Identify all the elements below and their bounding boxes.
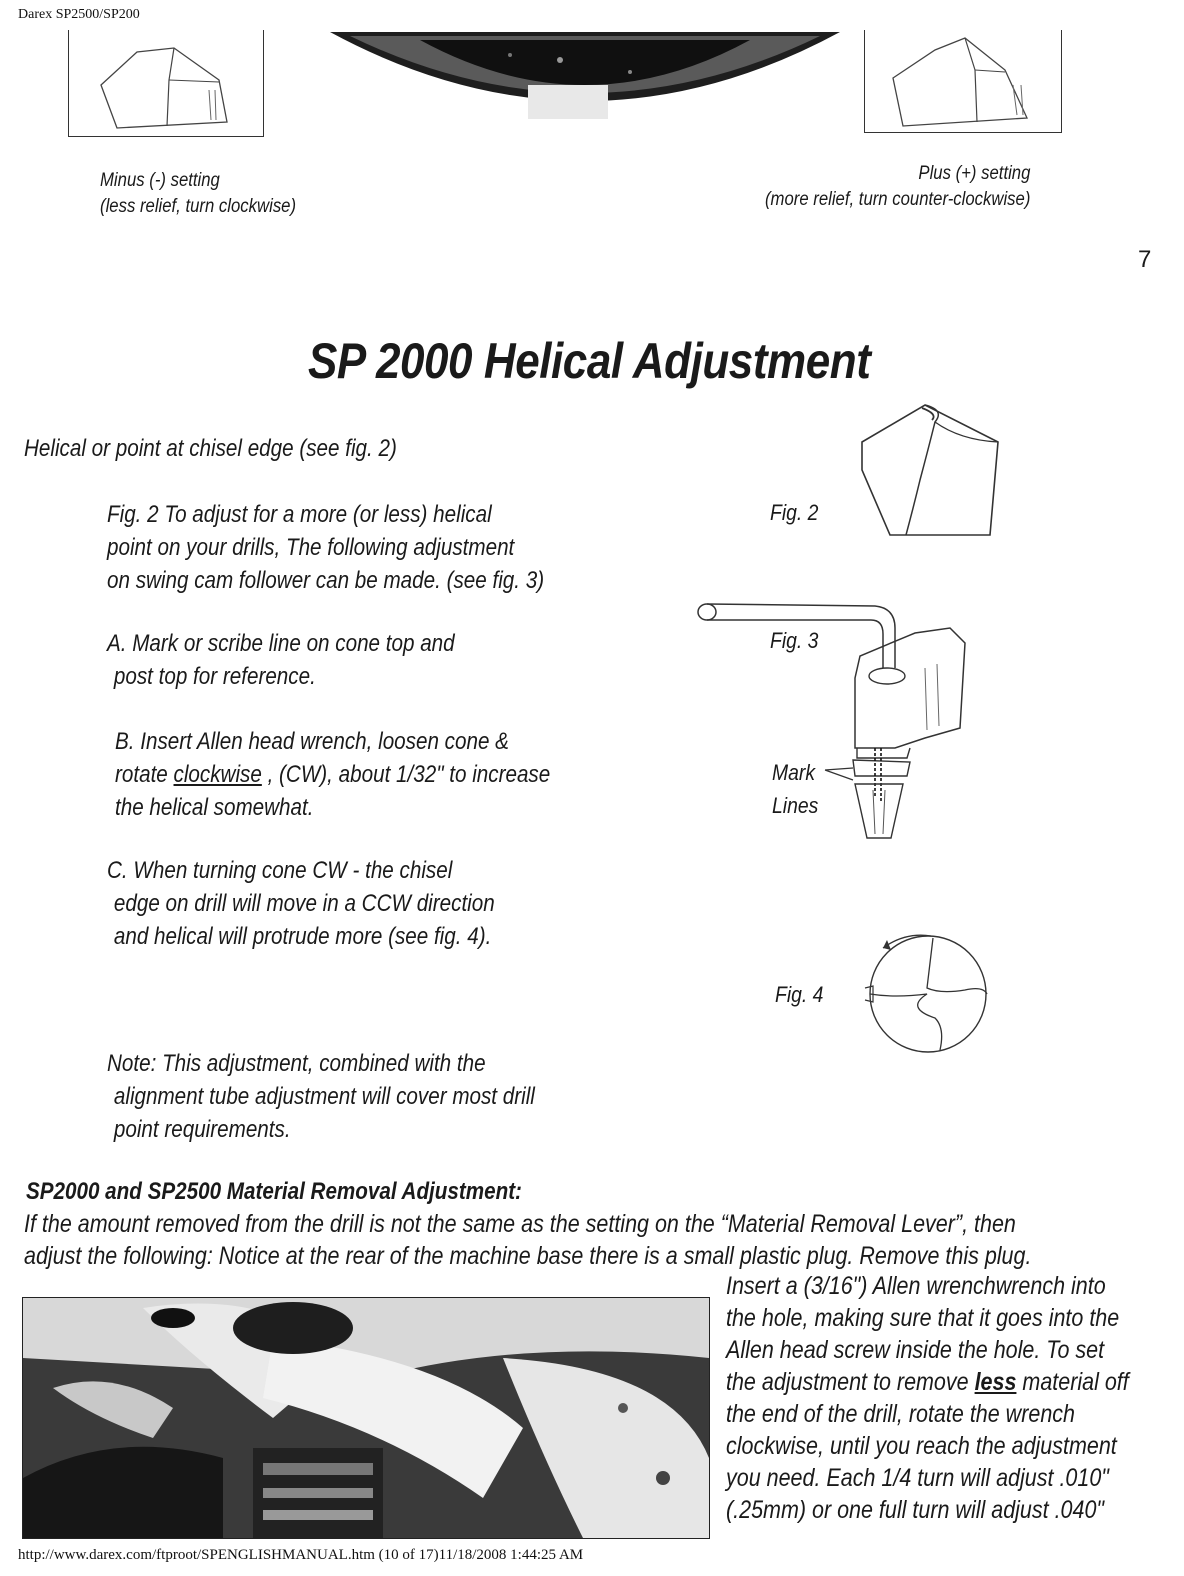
- step-a-line2: post top for reference.: [113, 663, 316, 690]
- minus-caption-line2: (less relief, turn clockwise): [100, 196, 297, 217]
- instr-line4-pre: the adjustment to remove: [726, 1368, 975, 1396]
- material-line2: adjust the following: Notice at the rear of the machine base there is a small plastic plug. Remove this plug.: [24, 1242, 1032, 1270]
- fig4-rotation-drawing: [865, 928, 995, 1058]
- fig3-label: Fig. 3: [770, 628, 819, 653]
- drill-point-drawing-minus: [69, 30, 263, 136]
- lines-label: Lines: [772, 793, 819, 818]
- instr-line4: [726, 1366, 1129, 1398]
- fig4-label: Fig. 4: [775, 982, 824, 1007]
- material-line1: If the amount removed from the drill is not the same as the setting on the “Material Removal Lever”, then: [24, 1210, 1016, 1238]
- minus-setting-figure: [68, 30, 264, 137]
- plus-setting-caption: [740, 161, 1030, 213]
- instr-line8: (.25mm) or one full turn will adjust .040": [726, 1496, 1105, 1524]
- material-removal-intro: [24, 1208, 1031, 1272]
- step-b-line3: the helical somewhat.: [115, 794, 314, 821]
- material-removal-heading: SP2000 and SP2500 Material Removal Adjustment:: [26, 1178, 522, 1205]
- step-b: [115, 725, 550, 824]
- instr-line3: Allen head screw inside the hole. To set: [726, 1336, 1105, 1364]
- plus-setting-figure: [864, 30, 1062, 133]
- step-c-line2: edge on drill will move in a CCW direction: [113, 890, 495, 917]
- material-removal-instructions: [726, 1270, 1129, 1526]
- mark-label: Mark: [772, 760, 816, 785]
- fig2-drill-drawing: [850, 400, 1010, 545]
- machine-photo-bottom: [22, 1297, 710, 1539]
- instr-line5: the end of the drill, rotate the wrench: [726, 1400, 1075, 1428]
- step-c-line3: and helical will protrude more (see fig. 4).: [113, 923, 492, 950]
- step-b-line1: B. Insert Allen head wrench, loosen cone &: [115, 728, 509, 755]
- step-c: [107, 854, 495, 953]
- step-c-line1: C. When turning cone CW - the chisel: [107, 857, 453, 884]
- machine-photo: [330, 30, 840, 130]
- note: [107, 1047, 535, 1146]
- minus-setting-caption: [100, 168, 296, 220]
- plus-caption-line2: (more relief, turn counter-clockwise): [764, 189, 1031, 210]
- fig2-label: Fig. 2: [770, 500, 819, 525]
- less-emphasis: less: [974, 1368, 1017, 1396]
- page-footer-url: http://www.darex.com/ftproot/SPENGLISHMANUAL.htm (10 of 17)11/18/2008 1:44:25 AM: [18, 1547, 584, 1563]
- fig2-line: Fig. 2 To adjust for a more (or less) helical: [107, 501, 492, 528]
- step-b-line2-pre: rotate: [115, 761, 174, 788]
- note-line3: point requirements.: [113, 1116, 291, 1143]
- mark-lines-label: [772, 756, 818, 822]
- step-b-line2-post: , (CW), about 1/32" to increase: [261, 761, 551, 788]
- instr-line4-post: material off: [1016, 1368, 1129, 1396]
- document-header: Darex SP2500/SP200: [18, 7, 140, 22]
- instr-line6: clockwise, until you reach the adjustment: [726, 1432, 1117, 1460]
- fig2-line: point on your drills, The following adjustment: [107, 534, 515, 561]
- fig2-line: on swing cam follower can be made. (see fig. 3): [107, 567, 545, 594]
- grinder-photo: [23, 1298, 709, 1538]
- instr-line2: the hole, making sure that it goes into the: [726, 1304, 1120, 1332]
- fig3-wrench-cone-drawing: [695, 598, 975, 848]
- plus-caption-line1: Plus (+) setting: [918, 163, 1031, 184]
- step-a-line1: A. Mark or scribe line on cone top and: [107, 630, 455, 657]
- page-title: SP 2000 Helical Adjustment: [308, 333, 871, 389]
- fig2-description: [107, 498, 544, 597]
- minus-caption-line1: Minus (-) setting: [100, 170, 220, 191]
- note-line1: Note: This adjustment, combined with the: [107, 1050, 486, 1077]
- instr-line1: Insert a (3/16") Allen wrenchwrench into: [726, 1272, 1106, 1300]
- clockwise-emphasis: clockwise: [173, 761, 262, 788]
- step-b-line2: [115, 758, 550, 791]
- note-line2: alignment tube adjustment will cover most drill: [113, 1083, 535, 1110]
- page-number: 7: [1138, 246, 1152, 273]
- drill-point-drawing-plus: [865, 30, 1061, 132]
- step-a: [107, 627, 455, 693]
- intro-text: Helical or point at chisel edge (see fig. 2): [24, 435, 397, 462]
- top-center-photo: [330, 30, 840, 130]
- instr-line7: you need. Each 1/4 turn will adjust .010": [726, 1464, 1109, 1492]
